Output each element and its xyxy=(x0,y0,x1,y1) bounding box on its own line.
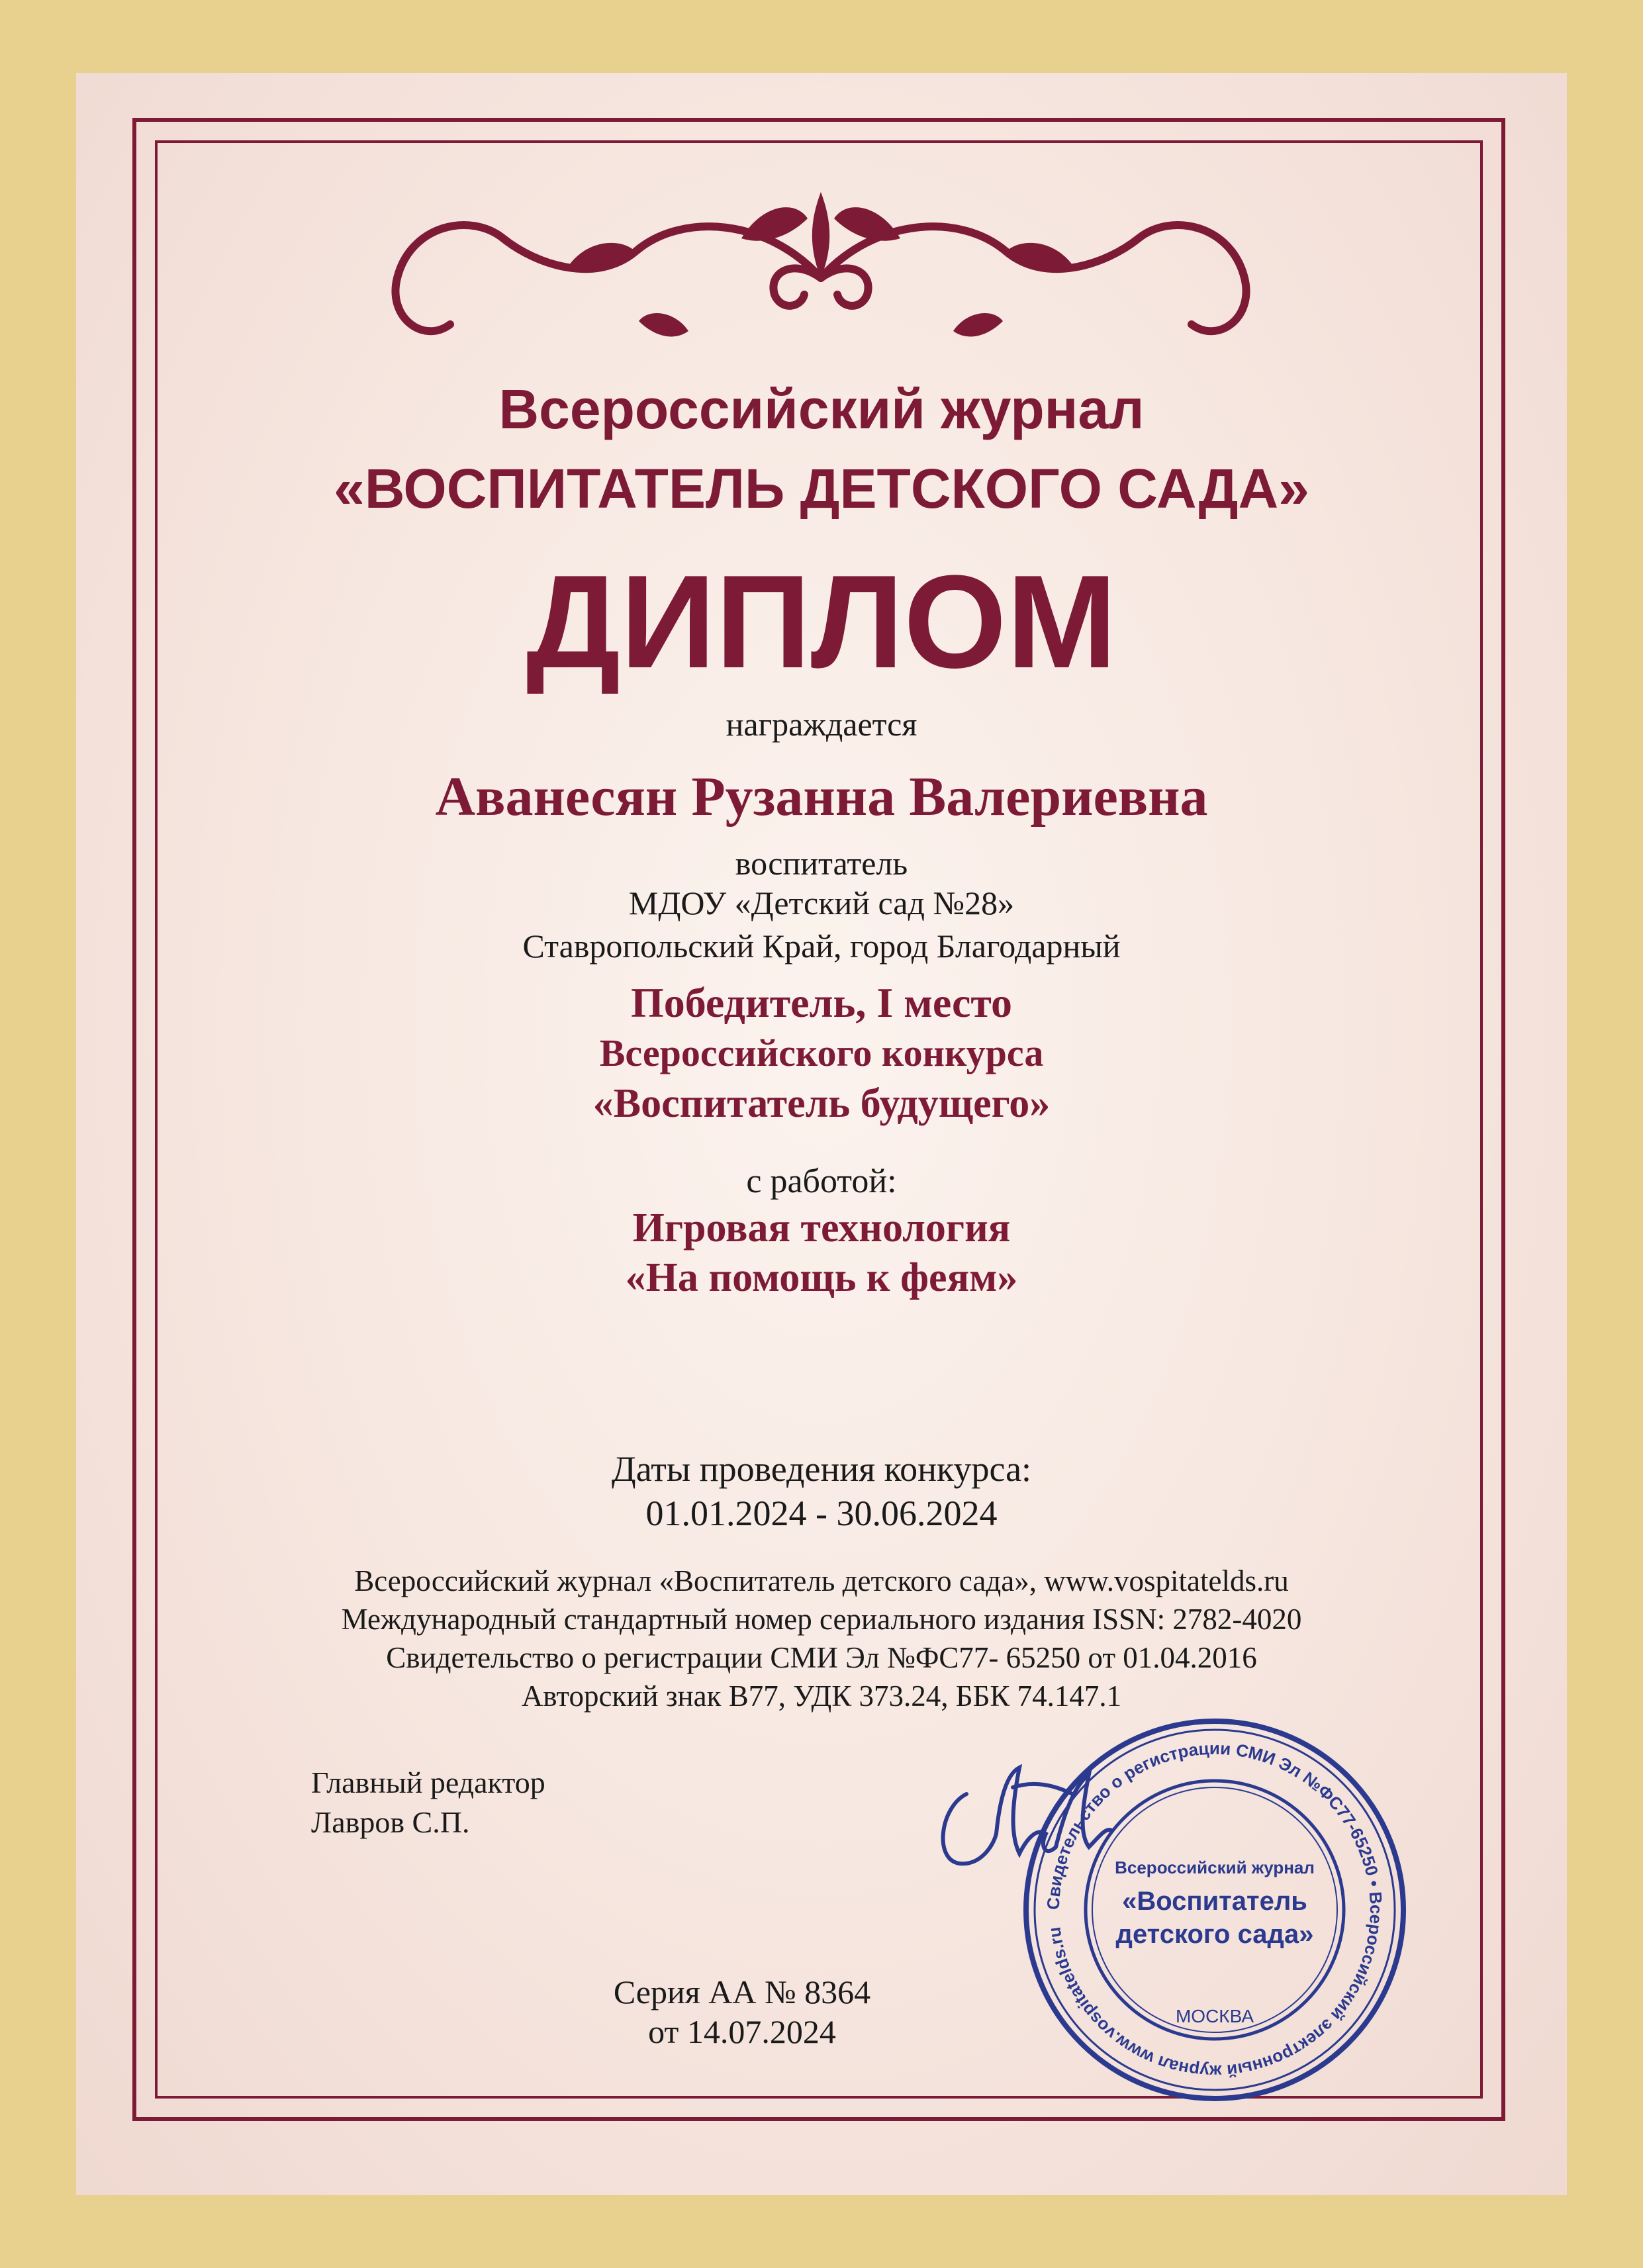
publisher-info-line: Всероссийский журнал «Воспитатель детского сада», www.vospitatelds.ru xyxy=(354,1564,1289,1597)
series-date: от 14.07.2024 xyxy=(648,2013,836,2050)
dates-label: Даты проведения конкурса: xyxy=(611,1449,1032,1489)
series-number: Серия АА № 8364 xyxy=(613,1973,871,2010)
seal-center-line2: «Воспитатель xyxy=(1122,1887,1307,1916)
award-contest-line1: Всероссийского конкурса xyxy=(599,1031,1044,1074)
publisher-info-line: Авторский знак В77, УДК 373.24, ББК 74.147.1 xyxy=(521,1679,1122,1713)
diploma-heading: ДИПЛОМ xyxy=(526,548,1117,696)
work-title-line2: «На помощь к феям» xyxy=(625,1255,1018,1300)
seal-city: МОСКВА xyxy=(1175,2006,1254,2026)
award-place: Победитель, I место xyxy=(630,979,1013,1026)
recipient-location: Ставропольский Край, город Благодарный xyxy=(522,927,1121,965)
work-label: с работой: xyxy=(746,1162,897,1200)
recipient-organization: МДОУ «Детский сад №28» xyxy=(628,884,1015,921)
journal-title-line2: «ВОСПИТАТЕЛЬ ДЕТСКОГО САДА» xyxy=(334,457,1309,520)
publisher-info-line: Свидетельство о регистрации СМИ Эл №ФС77- 65250 от 01.04.2016 xyxy=(386,1641,1257,1674)
publisher-info-line: Международный стандартный номер сериального издания ISSN: 2782-4020 xyxy=(341,1603,1302,1636)
work-title-line1: Игровая технология xyxy=(632,1205,1011,1251)
seal-center-line1: Всероссийский журнал xyxy=(1115,1858,1315,1877)
flourish-ornament xyxy=(371,179,1271,364)
recipient-name: Аванесян Рузанна Валериевна xyxy=(435,766,1208,827)
editor-title: Главный редактор xyxy=(311,1766,545,1799)
recipient-position: воспитатель xyxy=(735,845,908,882)
seal-center-line3: детского сада» xyxy=(1115,1920,1314,1949)
awarded-label: награждается xyxy=(726,706,917,743)
dates-range: 01.01.2024 - 30.06.2024 xyxy=(645,1493,998,1533)
seal-ring-text: Свидетельство о регистрации СМИ Эл №ФС77-65250 • Всероссийский электронный журнал www.vospitatelds.ru xyxy=(1043,1738,1387,2082)
editor-name: Лавров С.П. xyxy=(311,1805,470,1839)
journal-title-line1: Всероссийский журнал xyxy=(498,378,1145,440)
award-contest-line2: «Воспитатель будущего» xyxy=(592,1081,1051,1126)
